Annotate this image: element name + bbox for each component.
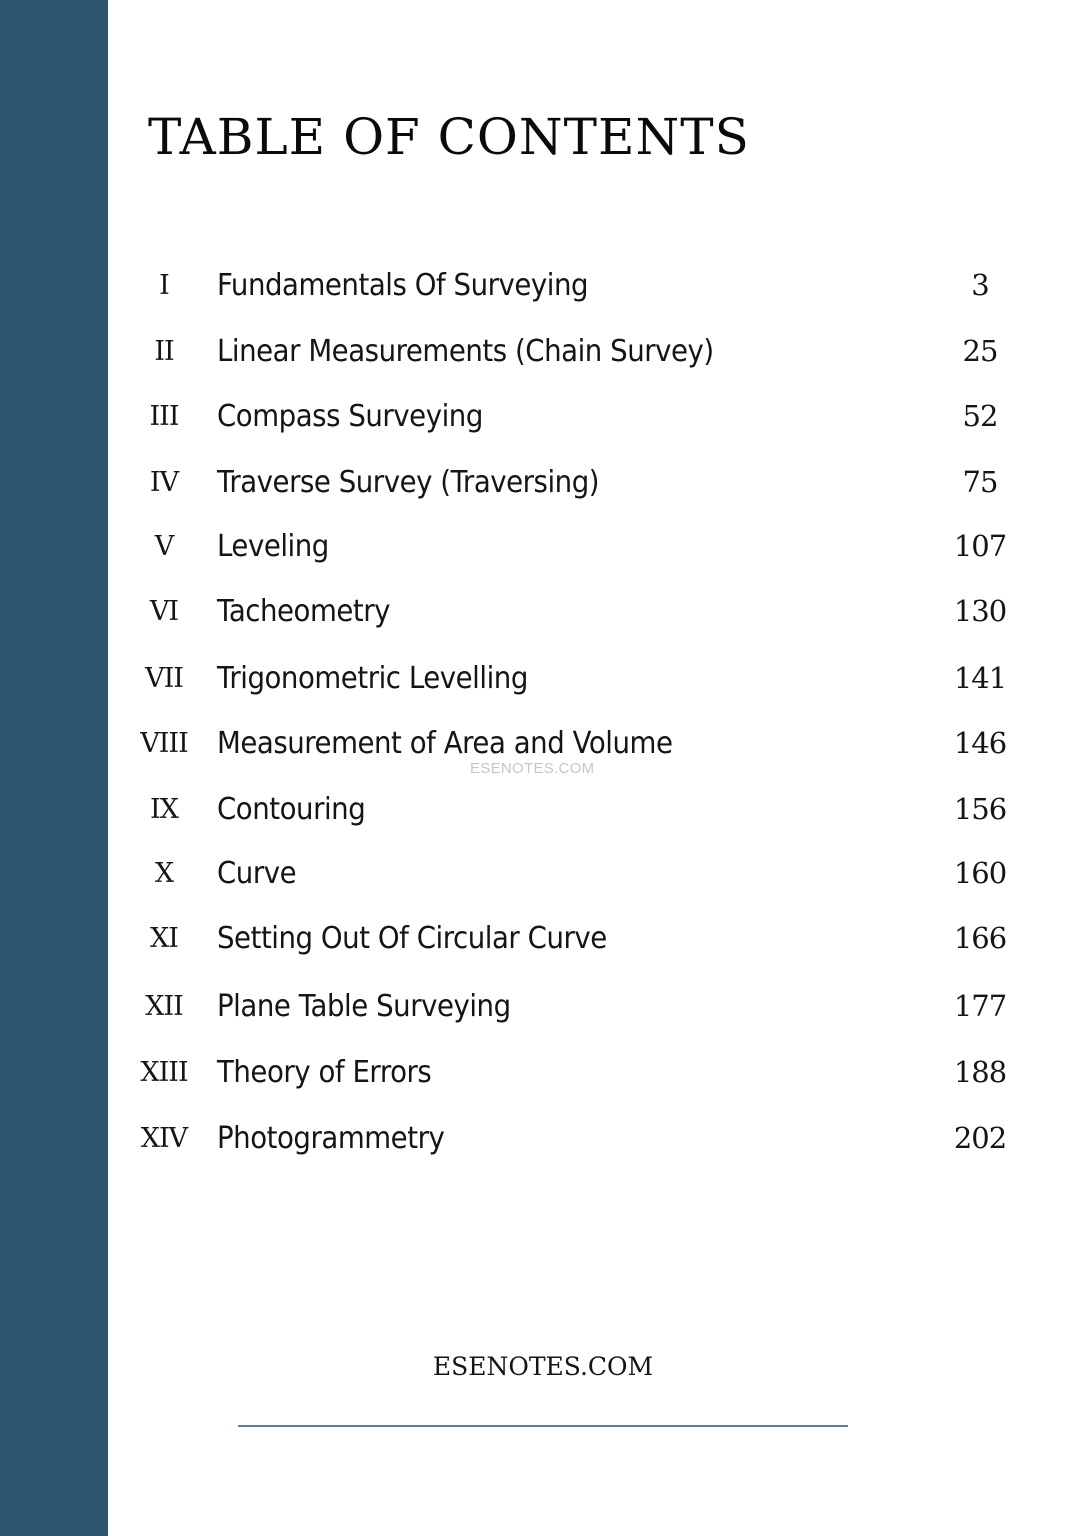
- toc-entry[interactable]: [130, 913, 1030, 963]
- chapter-title: Curve: [217, 855, 297, 891]
- page-number: 177: [953, 989, 1007, 1023]
- chapter-title: Trigonometric Levelling: [217, 660, 528, 696]
- chapter-numeral: VI: [149, 595, 179, 627]
- footer-divider: [238, 1425, 848, 1427]
- chapter-numeral: IV: [149, 466, 179, 498]
- page-number: 130: [953, 594, 1007, 628]
- chapter-numeral: XII: [145, 990, 183, 1022]
- page-number: 25: [962, 334, 998, 368]
- chapter-title: Measurement of Area and Volume: [217, 725, 673, 761]
- chapter-title: Traverse Survey (Traversing): [217, 464, 600, 500]
- chapter-title: Fundamentals Of Surveying: [217, 267, 589, 303]
- chapter-numeral: VIII: [140, 727, 188, 759]
- page-number: 188: [953, 1055, 1007, 1089]
- toc-entry[interactable]: [130, 1113, 1030, 1163]
- toc-entry[interactable]: [130, 848, 1030, 898]
- chapter-numeral: V: [154, 530, 174, 562]
- chapter-numeral: IX: [150, 793, 178, 825]
- page-number: 75: [962, 465, 998, 499]
- toc-entry[interactable]: [130, 391, 1030, 441]
- chapter-title: Theory of Errors: [217, 1054, 432, 1090]
- page-title: TABLE OF CONTENTS: [148, 108, 750, 166]
- toc-entry[interactable]: [130, 981, 1030, 1031]
- chapter-title: Contouring: [217, 791, 366, 827]
- chapter-numeral: X: [154, 857, 174, 889]
- page-number: 156: [953, 792, 1007, 826]
- toc-entry[interactable]: [130, 1047, 1030, 1097]
- toc-entry[interactable]: [130, 326, 1030, 376]
- page-number: 107: [953, 529, 1007, 563]
- chapter-title: Compass Surveying: [217, 398, 483, 434]
- chapter-numeral: II: [154, 335, 174, 367]
- chapter-numeral: III: [149, 400, 179, 432]
- footer-site-label: ESENOTES.COM: [432, 1352, 654, 1381]
- page-number: 141: [953, 661, 1007, 695]
- toc-entry[interactable]: [130, 784, 1030, 834]
- page-number: 160: [953, 856, 1007, 890]
- toc-entry[interactable]: [130, 586, 1030, 636]
- chapter-title: Tacheometry: [217, 593, 391, 629]
- chapter-numeral: XIII: [140, 1056, 188, 1088]
- chapter-title: Leveling: [217, 528, 329, 564]
- chapter-numeral: VII: [145, 662, 183, 694]
- footer-site-name: [0, 1352, 1086, 1381]
- sidebar-accent-bar: [0, 0, 108, 1536]
- toc-entry[interactable]: [130, 260, 1030, 310]
- toc-entry[interactable]: [130, 457, 1030, 507]
- watermark: ESENOTES.COM: [470, 760, 595, 777]
- chapter-title: Plane Table Surveying: [217, 988, 511, 1024]
- page-number: 166: [953, 921, 1007, 955]
- chapter-numeral: XIV: [140, 1122, 188, 1154]
- chapter-title: Photogrammetry: [217, 1120, 445, 1156]
- chapter-title: Linear Measurements (Chain Survey): [217, 333, 714, 369]
- chapter-title: Setting Out Of Circular Curve: [217, 920, 607, 956]
- page-number: 202: [953, 1121, 1007, 1155]
- page-number: 146: [953, 726, 1007, 760]
- toc-entry[interactable]: [130, 521, 1030, 571]
- page-number: 3: [971, 268, 989, 302]
- chapter-numeral: I: [159, 269, 169, 301]
- toc-entry[interactable]: [130, 653, 1030, 703]
- page-number: 52: [962, 399, 998, 433]
- chapter-numeral: XI: [150, 922, 178, 954]
